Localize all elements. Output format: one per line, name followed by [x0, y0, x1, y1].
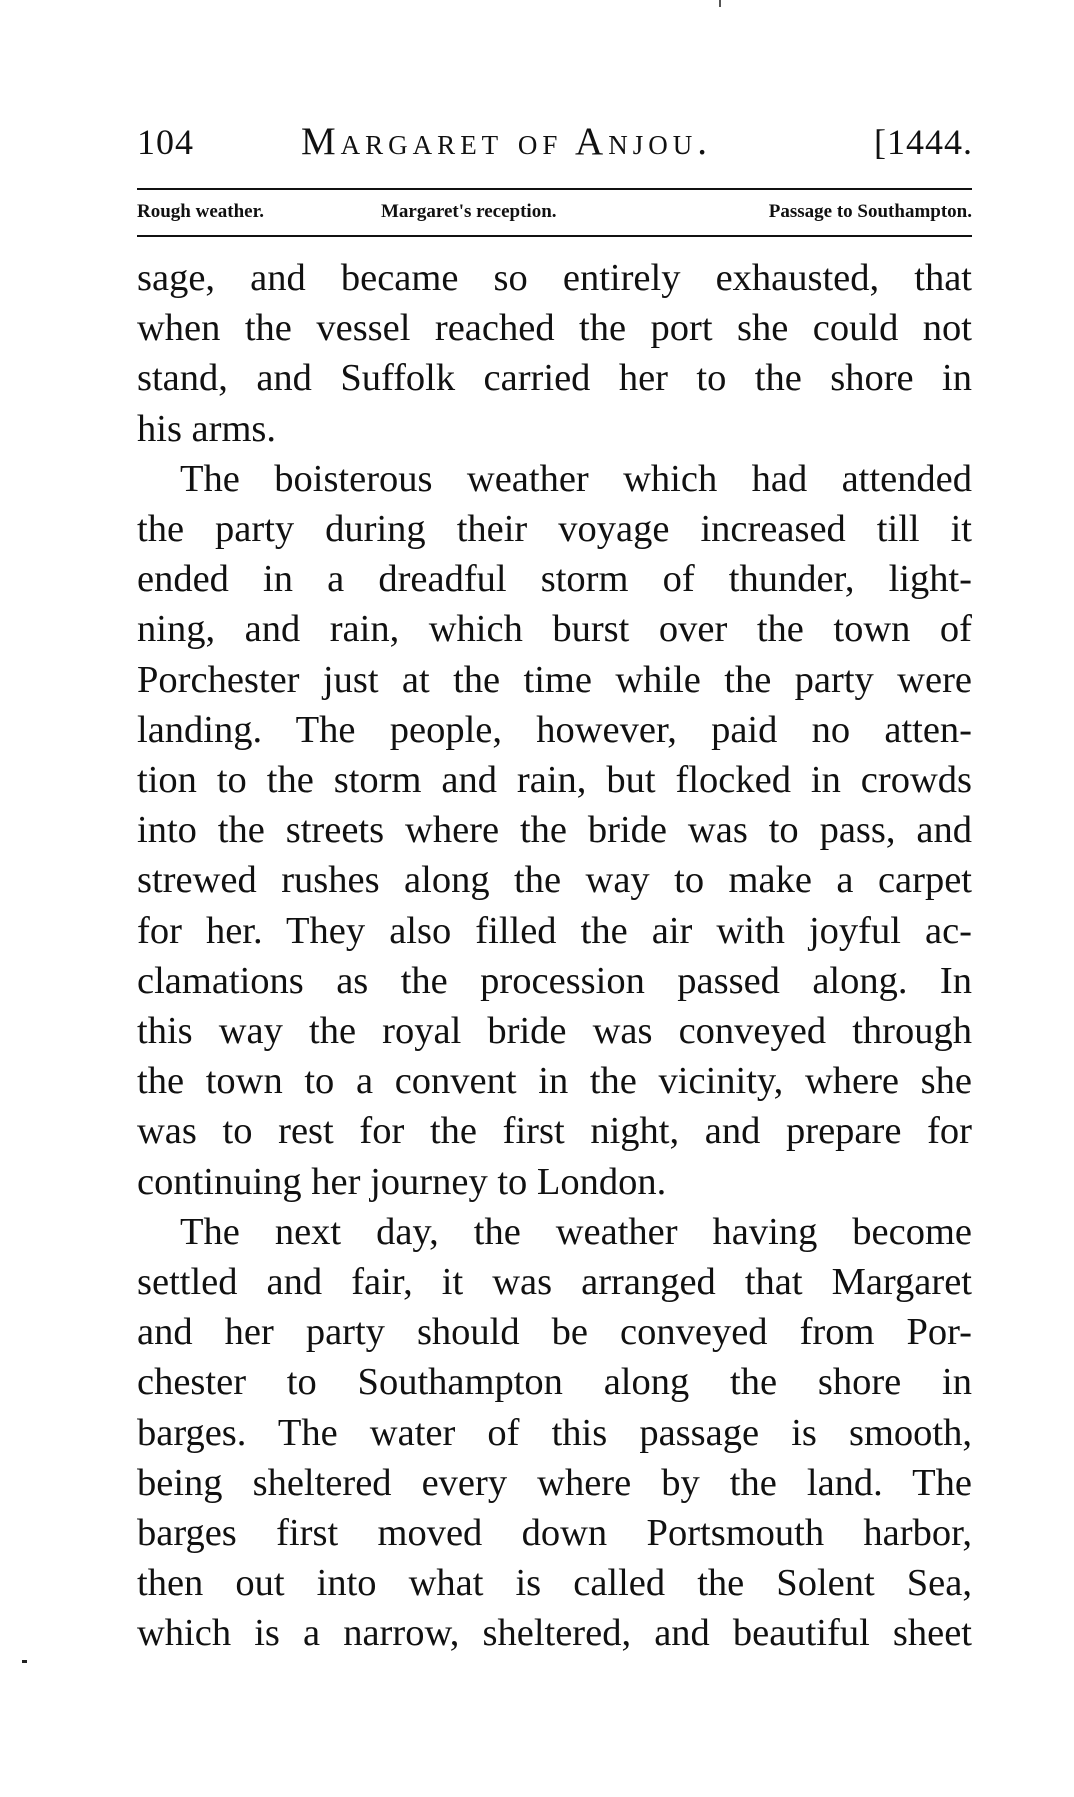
text-line: barges first moved down Portsmouth harbor,: [137, 1512, 972, 1555]
text-line: being sheltered every where by the land. The: [137, 1461, 972, 1504]
text-line: this way the royal bride was conveyed through: [137, 1010, 972, 1053]
paragraph-3: [137, 1207, 972, 1659]
text-line: clamations as the procession passed along. In: [137, 959, 972, 1002]
text-line: was to rest for the first night, and prepare for: [137, 1110, 972, 1153]
headnote-rough-weather: Rough weather.: [137, 201, 265, 222]
body-text: [137, 253, 972, 1659]
text-line: settled and fair, it was arranged that Margaret: [137, 1261, 972, 1304]
text-line: the town to a convent in the vicinity, where she: [137, 1060, 972, 1103]
text-line: ning, and rain, which burst over the town of: [137, 608, 972, 651]
running-head: [137, 118, 973, 166]
text-line: barges. The water of this passage is smooth,: [137, 1411, 972, 1454]
text-line: tion to the storm and rain, but flocked in crowds: [137, 759, 972, 802]
text-line: the party during their voyage increased till it: [137, 508, 972, 551]
text-line: strewed rushes along the way to make a carpet: [137, 859, 972, 902]
text-line: into the streets where the bride was to pass, and: [137, 809, 972, 852]
headnote-margarets-reception: Margaret's reception.: [381, 201, 557, 222]
scan-mark: [719, 0, 721, 7]
text-line: stand, and Suffolk carried her to the shore in: [137, 357, 972, 400]
text-line: sage, and became so entirely exhausted, that: [137, 257, 972, 299]
text-line: chester to Southampton along the shore in: [137, 1361, 972, 1404]
text-line: and her party should be conveyed from Por-: [137, 1311, 972, 1354]
text-line: his arms.: [137, 407, 277, 450]
text-line: when the vessel reached the port she could not: [137, 307, 972, 350]
page-number: 104: [137, 122, 194, 162]
text-line: landing. The people, however, paid no atten-: [137, 708, 972, 751]
scan-speck: [22, 1660, 27, 1663]
headnote-passage-to-southampton: Passage to Southampton.: [768, 201, 972, 222]
headnotes: [137, 196, 972, 228]
text-line: then out into what is called the Solent Sea,: [137, 1562, 972, 1605]
text-line: which is a narrow, sheltered, and beautiful sheet: [137, 1612, 972, 1655]
text-line: ended in a dreadful storm of thunder, light-: [137, 558, 972, 601]
text-line: continuing her journey to London.: [137, 1160, 667, 1203]
paragraph-1: [137, 253, 972, 454]
text-line: for her. They also filled the air with joyful ac-: [137, 909, 972, 952]
text-line: The boisterous weather which had attended: [180, 457, 972, 500]
text-line: Porchester just at the time while the party were: [137, 658, 972, 701]
text-line: The next day, the weather having become: [180, 1210, 972, 1253]
headnote-bottom-rule: [137, 235, 972, 237]
book-title: Margaret of Anjou.: [301, 120, 712, 163]
paragraph-2: [137, 454, 972, 1207]
year-marker: [1444.: [874, 122, 973, 162]
headnote-top-rule: [137, 188, 972, 190]
